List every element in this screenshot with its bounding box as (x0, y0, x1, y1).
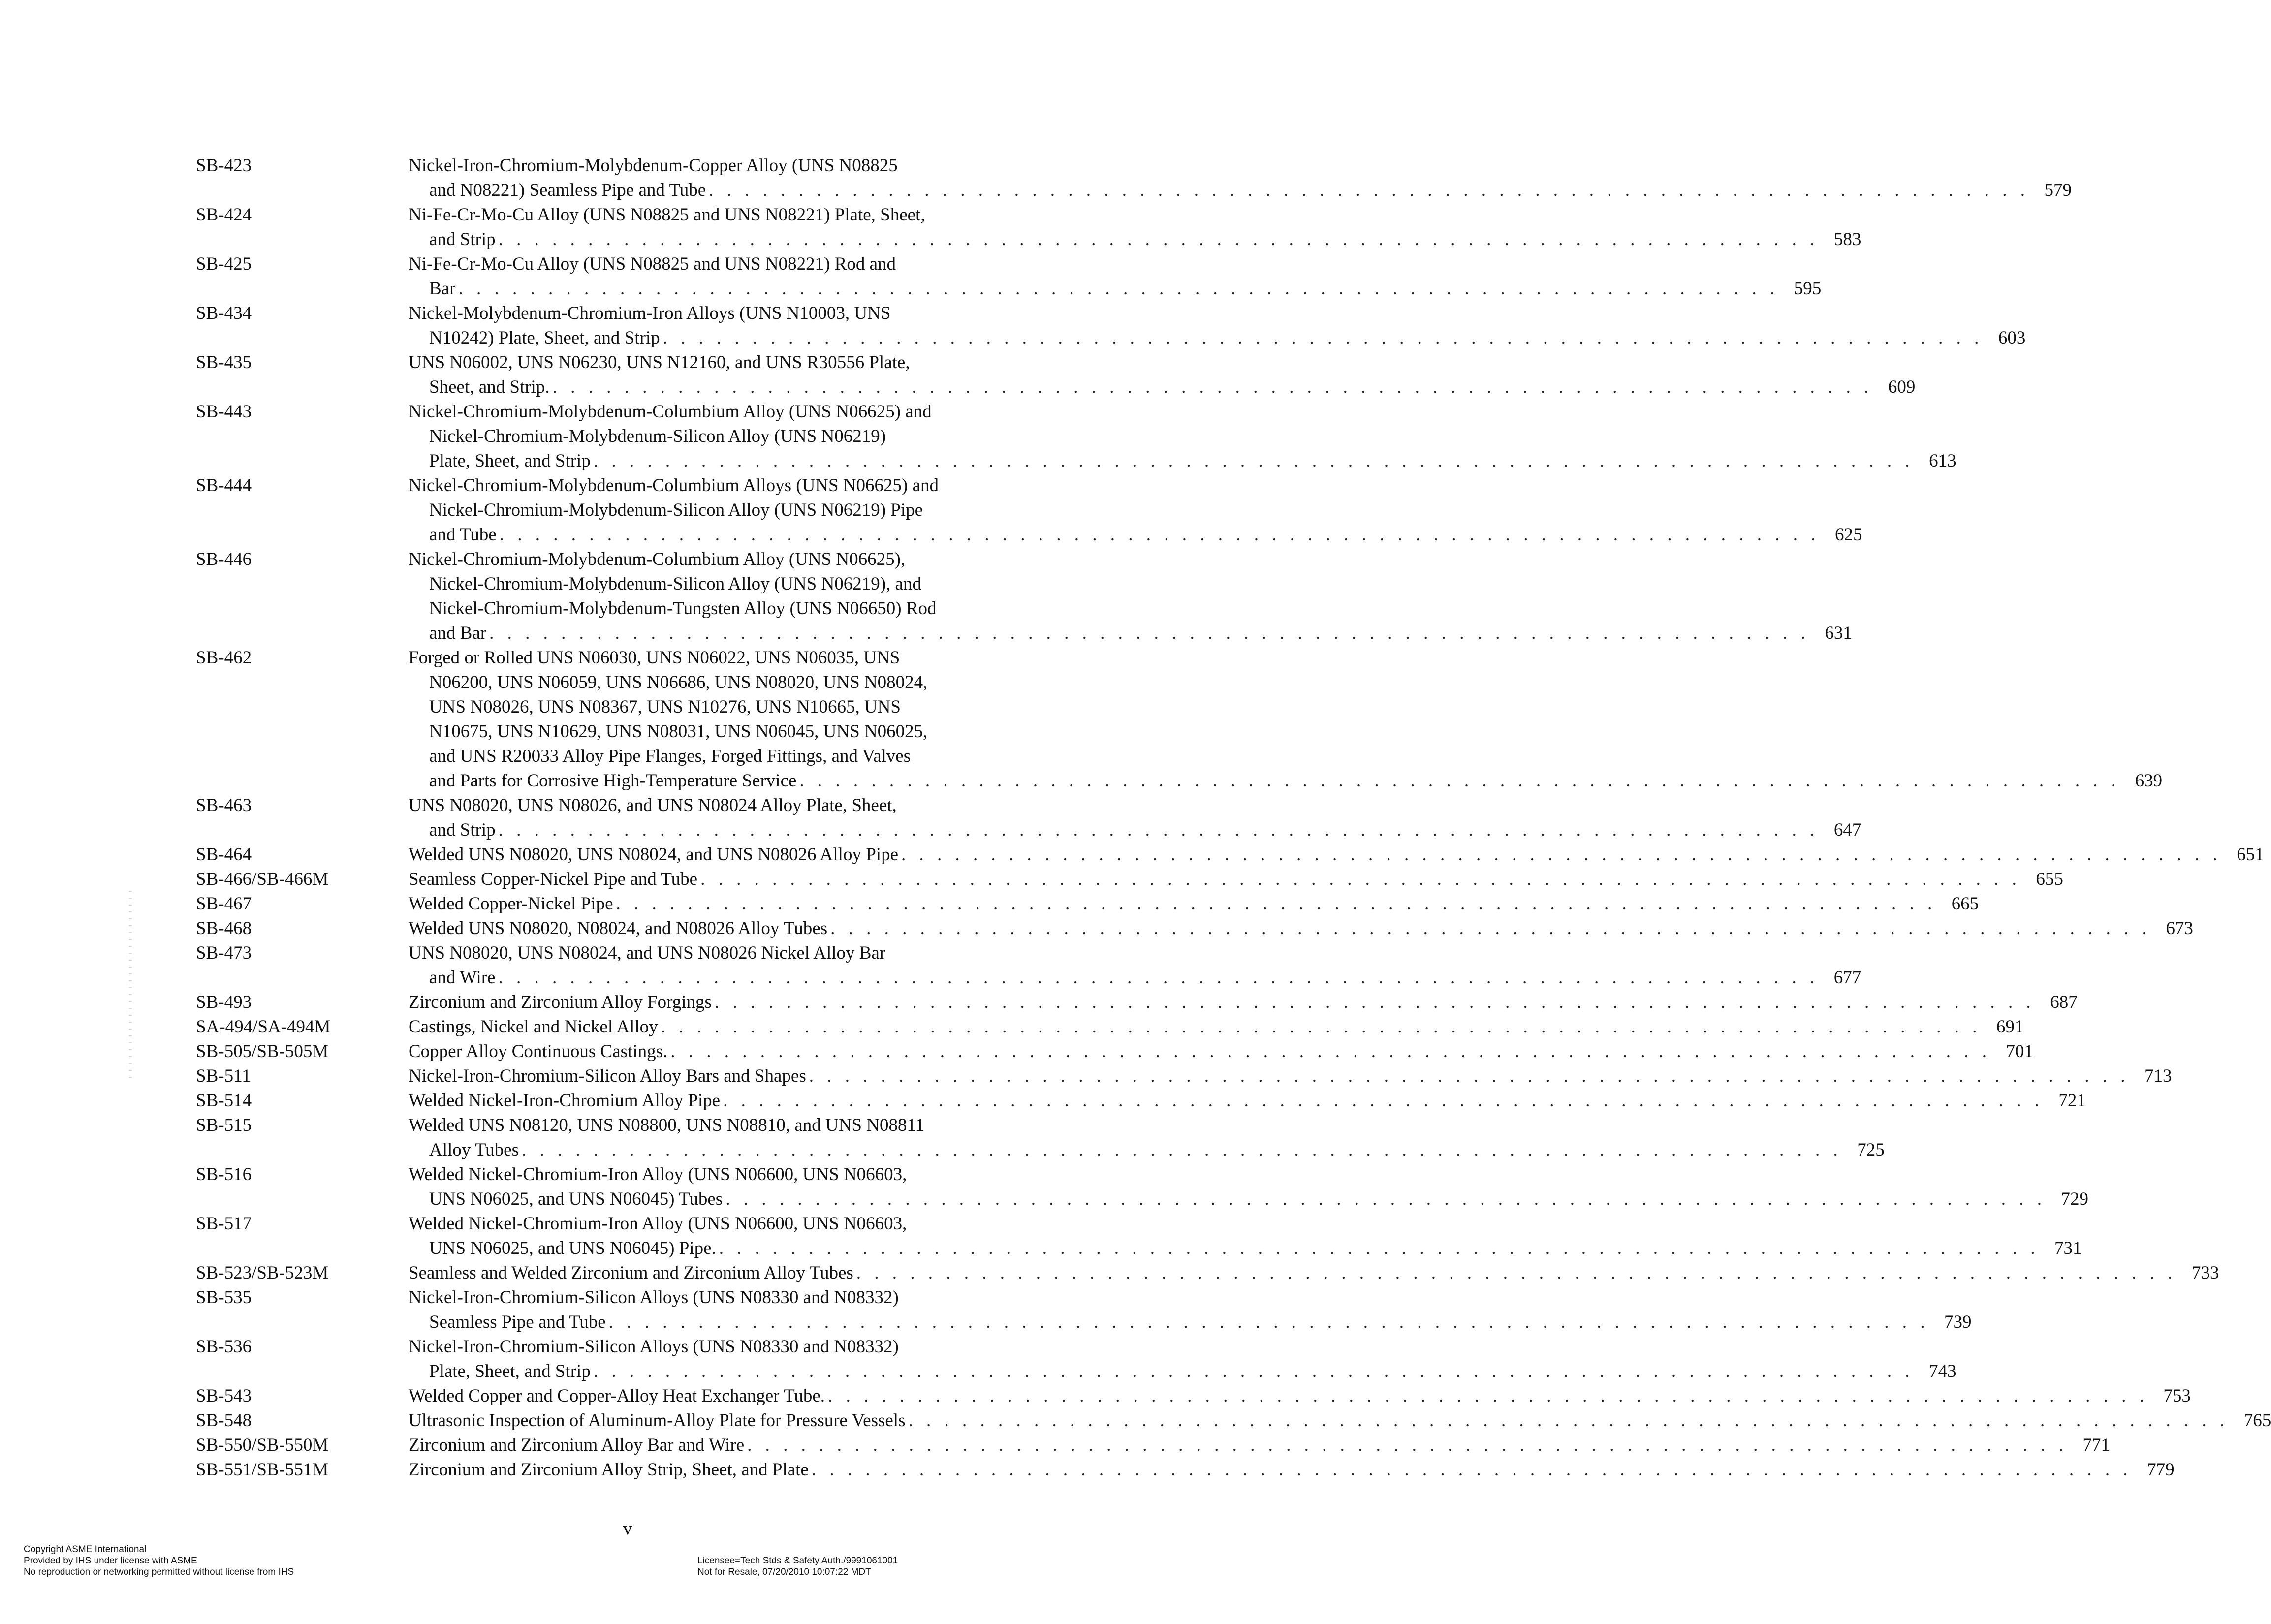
page-ref: 729 (2061, 1189, 2088, 1209)
spec-code: SB-536 (196, 1337, 252, 1357)
title-line: Ni-Fe-Cr-Mo-Cu Alloy (UNS N08825 and UNS N08221) Rod and (409, 254, 896, 274)
page-ref: 677 (1833, 968, 1861, 988)
dot-leader: . . . . . . . . . . . . . . . . . . . . . . . . . . . . . . . . . . . . . . . . . . . . . . . . . . . . . . . . . . . . . . . . . . . . . . . . . . (700, 869, 2021, 889)
title-line: and Strip (429, 820, 496, 840)
spec-title (409, 1458, 2175, 1482)
title-line-with-page (409, 1015, 2023, 1039)
title-line-with-page (409, 1310, 1971, 1335)
spec-title (409, 1089, 2086, 1113)
dot-leader: . . . . . . . . . . . . . . . . . . . . . . . . . . . . . . . . . . . . . . . . . . . . . . . . . . . . . . . . . . . . . . . . . . . . . . . . . . (908, 1410, 2229, 1431)
page-ref: 771 (2082, 1435, 2110, 1455)
spec-code: SB-446 (196, 549, 252, 569)
toc-entry (196, 793, 1861, 843)
toc-entry (196, 843, 2264, 867)
title-line-with-page (409, 843, 2264, 867)
table-of-contents (196, 154, 2271, 1482)
page-ref: 739 (1944, 1312, 1972, 1332)
page-ref: 583 (1833, 229, 1861, 250)
title-line-with-page (409, 769, 2162, 793)
spec-code: SB-550/SB-550M (196, 1435, 329, 1455)
title-line-with-page (409, 867, 2063, 892)
title-line: Copper Alloy Continuous Castings. (409, 1041, 668, 1062)
footer-copyright (24, 1544, 294, 1578)
spec-title (409, 843, 2264, 867)
dot-leader: . . . . . . . . . . . . . . . . . . . . . . . . . . . . . . . . . . . . . . . . . . . . . . . . . . . . . . . . . . . . . . . . . . . . . . . . . . (723, 1091, 2044, 1111)
title-line: UNS N08020, UNS N08026, and UNS N08024 Alloy Plate, Sheet, (409, 795, 897, 815)
page-ref: 625 (1834, 525, 1862, 545)
toc-entry (196, 1039, 2034, 1064)
toc-entry (196, 1064, 2172, 1089)
title-line-with-page (409, 1458, 2175, 1482)
toc-entry (196, 1408, 2271, 1433)
page-ref: 631 (1825, 623, 1852, 643)
page-ref: 687 (2050, 992, 2078, 1012)
title-line: UNS N06002, UNS N06230, UNS N12160, and UNS R30556 Plate, (409, 352, 910, 373)
spec-code: SB-515 (196, 1115, 252, 1135)
title-line-with-page (409, 1187, 2088, 1212)
dot-leader: . . . . . . . . . . . . . . . . . . . . . . . . . . . . . . . . . . . . . . . . . . . . . . . . . . . . . . . . . . . . . . . . . . . . . . . . . . (499, 525, 1820, 545)
dot-leader: . . . . . . . . . . . . . . . . . . . . . . . . . . . . . . . . . . . . . . . . . . . . . . . . . . . . . . . . . . . . . . . . . . . . . . . . . . (661, 1017, 1982, 1037)
spec-code: SB-424 (196, 205, 252, 225)
page-ref: 713 (2144, 1066, 2172, 1086)
dot-leader: . . . . . . . . . . . . . . . . . . . . . . . . . . . . . . . . . . . . . . . . . . . . . . . . . . . . . . . . . . . . . . . . . . . . . . . . . . (811, 1460, 2132, 1480)
spec-title (409, 1408, 2271, 1433)
toc-entry (196, 1335, 1956, 1384)
spec-code: SB-517 (196, 1214, 252, 1234)
title-line: Welded Copper and Copper-Alloy Heat Exchanger Tube. (409, 1386, 825, 1406)
spec-title (409, 990, 2078, 1015)
title-line: Nickel-Iron-Chromium-Silicon Alloys (UNS N08330 and N08332) (409, 1287, 899, 1308)
spec-code: SB-511 (196, 1066, 251, 1086)
toc-entry (196, 646, 2163, 793)
spec-title (409, 1162, 2088, 1212)
dot-leader: . . . . . . . . . . . . . . . . . . . . . . . . . . . . . . . . . . . . . . . . . . . . . . . . . . . . . . . . . . . . . . . . . . . . . . . . . . (498, 229, 1819, 250)
spec-code: SB-473 (196, 943, 252, 963)
dot-leader: . . . . . . . . . . . . . . . . . . . . . . . . . . . . . . . . . . . . . . . . . . . . . . . . . . . . . . . . . . . . . . . . . . . . . . . . . . (747, 1435, 2068, 1455)
spec-title (409, 1113, 1885, 1162)
footer-license (697, 1555, 898, 1578)
spec-code: SB-514 (196, 1091, 252, 1111)
dot-leader: . . . . . . . . . . . . . . . . . . . . . . . . . . . . . . . . . . . . . . . . . . . . . . . . . . . . . . . . . . . . . . . . . . . . . . . . . . (489, 623, 1810, 643)
title-line: Nickel-Chromium-Molybdenum-Columbium Alloys (UNS N06625) and (409, 475, 939, 496)
spec-title (409, 941, 1861, 990)
spec-code: SB-423 (196, 156, 252, 176)
spec-title (409, 646, 2162, 793)
title-line: Welded Nickel-Chromium-Iron Alloy (UNS N06600, UNS N06603, (409, 1214, 907, 1234)
dot-leader: . . . . . . . . . . . . . . . . . . . . . . . . . . . . . . . . . . . . . . . . . . . . . . . . . . . . . . . . . . . . . . . . . . . . . . . . . . (828, 1386, 2148, 1406)
spec-title (409, 1335, 1956, 1384)
page-ref: 639 (2135, 771, 2163, 791)
title-line: Plate, Sheet, and Strip (429, 451, 591, 471)
title-line-with-page (409, 621, 1852, 646)
title-line: Nickel-Iron-Chromium-Silicon Alloys (UNS N08330 and N08332) (409, 1337, 899, 1357)
title-line: Seamless Pipe and Tube (429, 1312, 606, 1332)
dot-leader: . . . . . . . . . . . . . . . . . . . . . . . . . . . . . . . . . . . . . . . . . . . . . . . . . . . . . . . . . . . . . . . . . . . . . . . . . . (725, 1189, 2046, 1209)
title-line: Welded Nickel-Chromium-Iron Alloy (UNS N06600, UNS N06603, (409, 1164, 907, 1185)
spec-title (409, 867, 2063, 892)
title-line: Forged or Rolled UNS N06030, UNS N06022, UNS N06035, UNS (409, 648, 900, 668)
toc-entry (196, 547, 1852, 646)
title-line: Zirconium and Zirconium Alloy Forgings (409, 992, 712, 1012)
spec-code: SB-548 (196, 1410, 252, 1431)
spec-title (409, 1064, 2172, 1089)
page-ref: 753 (2163, 1386, 2191, 1406)
title-line-with-page (409, 449, 1956, 473)
toc-entry (196, 1015, 2024, 1039)
toc-entry (196, 473, 1862, 547)
title-line: Nickel-Molybdenum-Chromium-Iron Alloys (UNS N10003, UNS (409, 303, 891, 323)
title-line: Welded UNS N08020, UNS N08024, and UNS N08026 Alloy Pipe (409, 844, 898, 865)
title-line-with-page (409, 1138, 1885, 1162)
spec-code: SB-466/SB-466M (196, 869, 329, 889)
footer-left-line: No reproduction or networking permitted without license from IHS (24, 1567, 294, 1577)
title-line: UNS N08026, UNS N08367, UNS N10276, UNS N10665, UNS (429, 697, 901, 717)
spec-code: SB-443 (196, 402, 252, 422)
spec-title (409, 203, 1861, 252)
title-line: Nickel-Chromium-Molybdenum-Columbium Alloy (UNS N06625), (409, 549, 906, 569)
dot-leader: . . . . . . . . . . . . . . . . . . . . . . . . . . . . . . . . . . . . . . . . . . . . . . . . . . . . . . . . . . . . . . . . . . . . . . . . . . (616, 894, 1937, 914)
spec-title (409, 1261, 2219, 1285)
title-line: Ultrasonic Inspection of Aluminum-Alloy Plate for Pressure Vessels (409, 1410, 906, 1431)
spec-title (409, 1015, 2023, 1039)
title-line: UNS N08020, UNS N08024, and UNS N08026 Nickel Alloy Bar (409, 943, 886, 963)
title-line-with-page (409, 990, 2078, 1015)
spec-title (409, 793, 1861, 843)
dot-leader: . . . . . . . . . . . . . . . . . . . . . . . . . . . . . . . . . . . . . . . . . . . . . . . . . . . . . . . . . . . . . . . . . . . . . . . . . . (856, 1263, 2177, 1283)
spec-title (409, 154, 2072, 203)
title-line: Zirconium and Zirconium Alloy Bar and Wire (409, 1435, 745, 1455)
title-line-with-page (409, 966, 1861, 990)
page-ref: 579 (2044, 180, 2072, 200)
page-ref: 647 (1833, 820, 1861, 840)
page-ref: 731 (2054, 1238, 2082, 1258)
spec-title (409, 1212, 2082, 1261)
title-line-with-page (409, 818, 1861, 843)
spec-title (409, 1039, 2033, 1064)
spec-title (409, 1285, 1971, 1335)
title-line: Nickel-Chromium-Molybdenum-Silicon Alloy (UNS N06219) Pipe (429, 500, 923, 520)
title-line: Bar (429, 279, 456, 299)
dot-leader: . . . . . . . . . . . . . . . . . . . . . . . . . . . . . . . . . . . . . . . . . . . . . . . . . . . . . . . . . . . . . . . . . . . . . . . . . . (709, 180, 2029, 200)
toc-entry (196, 301, 2026, 350)
spec-title (409, 400, 1956, 473)
title-line-with-page (409, 1089, 2086, 1113)
dot-leader: . . . . . . . . . . . . . . . . . . . . . . . . . . . . . . . . . . . . . . . . . . . . . . . . . . . . . . . . . . . . . . . . . . . . . . . . . . (593, 1361, 1914, 1381)
title-line: and Tube (429, 525, 497, 545)
footer-right-line: Licensee=Tech Stds & Safety Auth./9991061001 (697, 1556, 898, 1566)
toc-entry (196, 350, 1916, 400)
page-ref: 733 (2192, 1263, 2219, 1283)
spec-title (409, 1433, 2110, 1458)
toc-entry (196, 941, 1861, 990)
page-ref: 655 (2036, 869, 2063, 889)
title-line: Seamless and Welded Zirconium and Zirconium Alloy Tubes (409, 1263, 853, 1283)
page-ref: 743 (1929, 1361, 1956, 1381)
spec-code: SB-463 (196, 795, 252, 815)
title-line: Sheet, and Strip. (429, 377, 550, 397)
spec-code: SB-467 (196, 894, 252, 914)
spec-code: SB-505/SB-505M (196, 1041, 329, 1062)
title-line: Nickel-Chromium-Molybdenum-Columbium Alloy (UNS N06625) and (409, 402, 932, 422)
title-line-with-page (409, 1261, 2219, 1285)
toc-entry (196, 1162, 2088, 1212)
dot-leader: . . . . . . . . . . . . . . . . . . . . . . . . . . . . . . . . . . . . . . . . . . . . . . . . . . . . . . . . . . . . . . . . . . . . . . . . . . (608, 1312, 1929, 1332)
title-line: Seamless Copper-Nickel Pipe and Tube (409, 869, 698, 889)
title-line: and Strip (429, 229, 496, 250)
toc-entry (196, 1285, 1972, 1335)
title-line: N10242) Plate, Sheet, and Strip (429, 328, 660, 348)
spec-title (409, 252, 1821, 301)
title-line-with-page (409, 916, 2193, 941)
title-line-with-page (409, 1359, 1956, 1384)
toc-entry (196, 1433, 2110, 1458)
page-ref: 779 (2147, 1460, 2175, 1480)
spec-code: SB-551/SB-551M (196, 1460, 329, 1480)
dot-leader: . . . . . . . . . . . . . . . . . . . . . . . . . . . . . . . . . . . . . . . . . . . . . . . . . . . . . . . . . . . . . . . . . . . . . . . . . . (809, 1066, 2130, 1086)
page-ref: 725 (1857, 1140, 1885, 1160)
spec-code: SB-523/SB-523M (196, 1263, 329, 1283)
title-line: Welded Copper-Nickel Pipe (409, 894, 613, 914)
page-ref: 651 (2237, 844, 2264, 865)
footer-right-line: Not for Resale, 07/20/2010 10:07:22 MDT (697, 1567, 871, 1577)
title-line-with-page (409, 1039, 2033, 1064)
title-line: and Wire (429, 968, 496, 988)
title-line: Nickel-Iron-Chromium-Silicon Alloy Bars and Shapes (409, 1066, 806, 1086)
spec-title (409, 301, 2025, 350)
title-line: Nickel-Chromium-Molybdenum-Tungsten Alloy (UNS N06650) Rod (429, 598, 937, 619)
title-line-with-page (409, 1433, 2110, 1458)
title-line: and UNS R20033 Alloy Pipe Flanges, Forged Fittings, and Valves (429, 746, 911, 766)
spec-code: SB-462 (196, 648, 252, 668)
toc-entry (196, 252, 1822, 301)
title-line-with-page (409, 277, 1821, 301)
toc-entry (196, 1089, 2086, 1113)
toc-entry (196, 203, 1861, 252)
title-line: Nickel-Chromium-Molybdenum-Silicon Alloy (UNS N06219) (429, 426, 886, 446)
toc-entry (196, 916, 2193, 941)
page-ref: 613 (1929, 451, 1956, 471)
title-line: Zirconium and Zirconium Alloy Strip, Sheet, and Plate (409, 1460, 809, 1480)
dot-leader: . . . . . . . . . . . . . . . . . . . . . . . . . . . . . . . . . . . . . . . . . . . . . . . . . . . . . . . . . . . . . . . . . . . . . . . . . . (901, 844, 2222, 865)
title-line-with-page (409, 1408, 2271, 1433)
spec-title (409, 350, 1915, 400)
spec-title (409, 916, 2193, 941)
title-line-with-page (409, 375, 1915, 400)
title-line-with-page (409, 1064, 2172, 1089)
spec-code: SB-434 (196, 303, 252, 323)
spec-title (409, 547, 1852, 646)
dot-leader: . . . . . . . . . . . . . . . . . . . . . . . . . . . . . . . . . . . . . . . . . . . . . . . . . . . . . . . . . . . . . . . . . . . . . . . . . . (670, 1041, 1991, 1062)
spec-code: SB-468 (196, 918, 252, 938)
title-line-with-page (409, 1236, 2082, 1261)
title-line-with-page (409, 1384, 2191, 1408)
title-line: Alloy Tubes (429, 1140, 519, 1160)
title-line: Nickel-Iron-Chromium-Molybdenum-Copper Alloy (UNS N08825 (409, 156, 898, 176)
page-ref: 765 (2243, 1410, 2271, 1431)
dot-leader: . . . . . . . . . . . . . . . . . . . . . . . . . . . . . . . . . . . . . . . . . . . . . . . . . . . . . . . . . . . . . . . . . . . . . . . . . . (662, 328, 1984, 348)
spec-code: SB-535 (196, 1287, 252, 1308)
spec-code: SB-435 (196, 352, 252, 373)
dot-leader: . . . . . . . . . . . . . . . . . . . . . . . . . . . . . . . . . . . . . . . . . . . . . . . . . . . . . . . . . . . . . . . . . . . . . . . . . . (593, 451, 1914, 471)
title-line: Welded Nickel-Iron-Chromium Alloy Pipe (409, 1091, 721, 1111)
page-ref: 665 (1951, 894, 1979, 914)
dot-leader: . . . . . . . . . . . . . . . . . . . . . . . . . . . . . . . . . . . . . . . . . . . . . . . . . . . . . . . . . . . . . . . . . . . . . . . . . . (714, 992, 2035, 1012)
margin-scan-mark (129, 891, 132, 1078)
title-line-with-page (409, 227, 1861, 252)
dot-leader: . . . . . . . . . . . . . . . . . . . . . . . . . . . . . . . . . . . . . . . . . . . . . . . . . . . . . . . . . . . . . . . . . . . . . . . . . . (458, 279, 1779, 299)
title-line: and Bar (429, 623, 487, 643)
dot-leader: . . . . . . . . . . . . . . . . . . . . . . . . . . . . . . . . . . . . . . . . . . . . . . . . . . . . . . . . . . . . . . . . . . . . . . . . . . (521, 1140, 1842, 1160)
title-line: Welded UNS N08120, UNS N08800, UNS N08810, and UNS N08811 (409, 1115, 925, 1135)
footer-left-line: Copyright ASME International (24, 1544, 147, 1555)
dot-leader: . . . . . . . . . . . . . . . . . . . . . . . . . . . . . . . . . . . . . . . . . . . . . . . . . . . . . . . . . . . . . . . . . . . . . . . . . . (719, 1238, 2040, 1258)
toc-entry (196, 400, 1956, 473)
title-line: Welded UNS N08020, N08024, and N08026 Alloy Tubes (409, 918, 828, 938)
spec-code: SA-494/SA-494M (196, 1017, 331, 1037)
dot-leader: . . . . . . . . . . . . . . . . . . . . . . . . . . . . . . . . . . . . . . . . . . . . . . . . . . . . . . . . . . . . . . . . . . . . . . . . . . (799, 771, 2120, 791)
spec-title (409, 1384, 2191, 1408)
toc-entry (196, 1384, 2191, 1408)
page-ref: 721 (2058, 1091, 2086, 1111)
page-ref: 701 (2006, 1041, 2034, 1062)
spec-title (409, 473, 1862, 547)
page-number: v (623, 1519, 632, 1539)
footer-left-line: Provided by IHS under license with ASME (24, 1556, 197, 1566)
title-line-with-page (409, 892, 1979, 916)
title-line: and Parts for Corrosive High-Temperature Service (429, 771, 797, 791)
spec-code: SB-464 (196, 844, 252, 865)
title-line: Plate, Sheet, and Strip (429, 1361, 591, 1381)
toc-entry (196, 867, 2063, 892)
toc-entry (196, 1113, 1885, 1162)
toc-entry (196, 892, 1979, 916)
title-line-with-page (409, 523, 1862, 547)
page-ref: 595 (1794, 279, 1822, 299)
dot-leader: . . . . . . . . . . . . . . . . . . . . . . . . . . . . . . . . . . . . . . . . . . . . . . . . . . . . . . . . . . . . . . . . . . . . . . . . . . (552, 377, 1873, 397)
title-line: N10675, UNS N10629, UNS N08031, UNS N06045, UNS N06025, (429, 721, 928, 742)
dot-leader: . . . . . . . . . . . . . . . . . . . . . . . . . . . . . . . . . . . . . . . . . . . . . . . . . . . . . . . . . . . . . . . . . . . . . . . . . . (830, 918, 2151, 938)
title-line-with-page (409, 326, 2025, 350)
page-ref: 603 (1998, 328, 2026, 348)
spec-code: SB-543 (196, 1386, 252, 1406)
title-line: Ni-Fe-Cr-Mo-Cu Alloy (UNS N08825 and UNS N08221) Plate, Sheet, (409, 205, 925, 225)
title-line: UNS N06025, and UNS N06045) Pipe. (429, 1238, 716, 1258)
title-line: UNS N06025, and UNS N06045) Tubes (429, 1189, 723, 1209)
title-line: N06200, UNS N06059, UNS N06686, UNS N08020, UNS N08024, (429, 672, 928, 692)
title-line-with-page (409, 178, 2072, 203)
toc-entry (196, 1212, 2082, 1261)
spec-code: SB-493 (196, 992, 252, 1012)
toc-entry (196, 1261, 2219, 1285)
title-line: Castings, Nickel and Nickel Alloy (409, 1017, 658, 1037)
toc-entry (196, 154, 2072, 203)
title-line: Nickel-Chromium-Molybdenum-Silicon Alloy (UNS N06219), and (429, 574, 921, 594)
page-ref: 609 (1888, 377, 1916, 397)
toc-entry (196, 1458, 2175, 1482)
dot-leader: . . . . . . . . . . . . . . . . . . . . . . . . . . . . . . . . . . . . . . . . . . . . . . . . . . . . . . . . . . . . . . . . . . . . . . . . . . (498, 820, 1819, 840)
spec-code: SB-516 (196, 1164, 252, 1185)
page-ref: 673 (2166, 918, 2193, 938)
spec-code: SB-425 (196, 254, 252, 274)
dot-leader: . . . . . . . . . . . . . . . . . . . . . . . . . . . . . . . . . . . . . . . . . . . . . . . . . . . . . . . . . . . . . . . . . . . . . . . . . . (498, 968, 1819, 988)
page-ref: 691 (1996, 1017, 2024, 1037)
title-line: and N08221) Seamless Pipe and Tube (429, 180, 706, 200)
spec-title (409, 892, 1979, 916)
spec-code: SB-444 (196, 475, 252, 496)
toc-entry (196, 990, 2078, 1015)
